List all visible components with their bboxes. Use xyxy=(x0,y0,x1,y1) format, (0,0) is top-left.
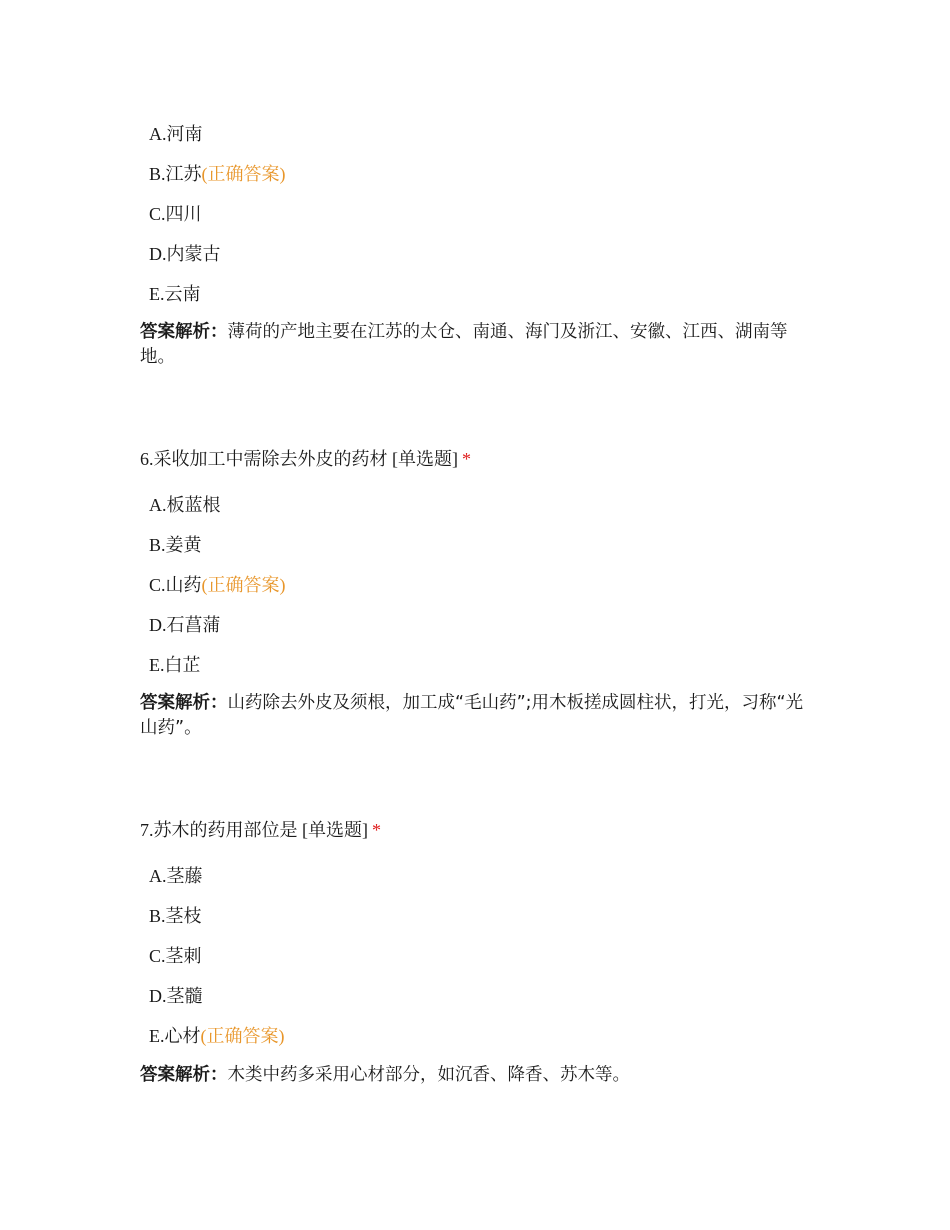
option-b: B.江苏(正确答案) xyxy=(149,164,286,184)
analysis-text: 山药除去外皮及须根，加工成“毛山药”;用木板搓成圆柱状，打光，习称“光山药”。 xyxy=(140,693,804,738)
option-d[interactable]: D.石菖蒲 xyxy=(149,615,221,635)
analysis-label: 答案解析： xyxy=(140,1065,228,1085)
required-mark: * xyxy=(372,820,381,840)
option-e[interactable]: E.心材(正确答案) xyxy=(149,1026,285,1046)
correct-answer-tag: (正确答案) xyxy=(201,164,286,184)
option-c: C.四川 xyxy=(149,204,202,224)
option-c[interactable]: C.山药(正确答案) xyxy=(149,575,286,595)
option-d[interactable]: D.茎髓 xyxy=(149,986,203,1006)
option-b[interactable]: B.茎枝 xyxy=(149,906,202,926)
analysis-label: 答案解析： xyxy=(140,322,228,342)
option-d: D.内蒙古 xyxy=(149,244,221,264)
correct-answer-tag: (正确答案) xyxy=(200,1026,285,1046)
option-b[interactable]: B.姜黄 xyxy=(149,535,202,555)
correct-answer-tag: (正确答案) xyxy=(201,575,286,595)
option-a[interactable]: A.茎藤 xyxy=(149,866,203,886)
option-c[interactable]: C.茎刺 xyxy=(149,946,202,966)
question-7-title: 7.苏木的药用部位是 [单选题] * xyxy=(140,820,381,840)
option-a[interactable]: A.板蓝根 xyxy=(149,495,221,515)
analysis-text: 薄荷的产地主要在江苏的太仓、南通、海门及浙江、安徽、江西、湖南等地。 xyxy=(140,322,788,367)
question-6-title: 6.采收加工中需除去外皮的药材 [单选题] * xyxy=(140,449,471,469)
answer-analysis xyxy=(140,320,820,370)
question-7-options xyxy=(140,864,820,1048)
answer-analysis xyxy=(140,1063,820,1088)
question-5-options xyxy=(140,122,820,306)
question-6-options xyxy=(140,493,820,677)
option-e[interactable]: E.白芷 xyxy=(149,655,201,675)
option-a: A.河南 xyxy=(149,124,203,144)
required-mark: * xyxy=(462,449,471,469)
analysis-label: 答案解析： xyxy=(140,693,228,713)
answer-analysis xyxy=(140,691,805,741)
option-e: E.云南 xyxy=(149,284,201,304)
analysis-text: 木类中药多采用心材部分，如沉香、降香、苏木等。 xyxy=(227,1065,630,1085)
